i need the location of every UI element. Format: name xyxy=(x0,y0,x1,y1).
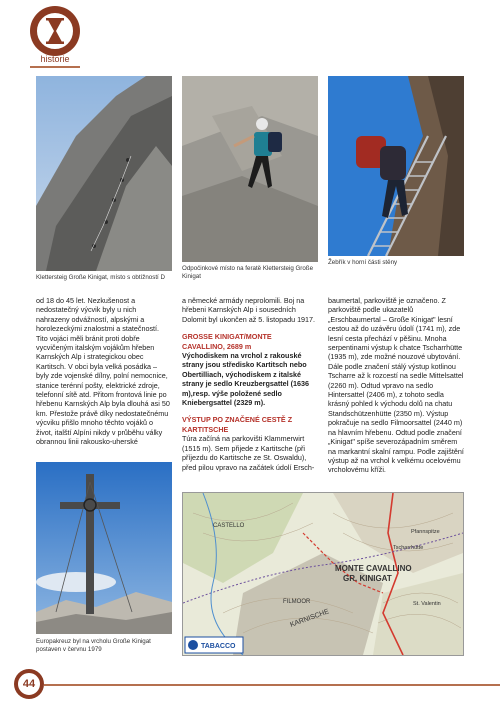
footer-rule xyxy=(44,684,500,686)
column-1 xyxy=(36,296,170,447)
map-label-valentin: St. Valentin xyxy=(413,601,441,607)
map-label-pfannspitze: Pfannspitze xyxy=(411,529,440,535)
map-label-tscharrhutte: Tscharrhütte xyxy=(393,545,424,551)
header-rule xyxy=(30,66,80,68)
caption-photo2: Odpočinkové místo na feratě Klettersteig Große Kinigat xyxy=(182,265,314,280)
map-label-karnische: KARNISCHE xyxy=(289,608,331,629)
column-3 xyxy=(328,296,464,475)
col3-paragraph: baumertal, parkoviště je označeno. Z parkoviště podle ukazatelů „Erschbaumertal – Große Kinigat" lesní cestou až do uzávěru údolí (1741 m), zde lesní cesta přechází v pěšinu. Mnoha serpentinami výstup k chatce Tscharrhütte (1935 m), zde možné nouzové ubytování. Dále podle značení stálý výstup kotlinou Tscharre až k rozcestí na sedle Mittelsattel (2260 m). Odtud vpravo na sedlo Hintersattel (2406 m), z tohoto sedla krásný pohled k východu dolů na chatu Standschützenhütte (2350 m). Výstup pokračuje na sedlo Filmoorsattel (2440 m) na hlavním hřebenu. Odtud podle značení „Kinigat" spíše severozápadním směrem na markantní skalní rampu. Podle zajištění výstup až na vrchol k velkému ocelovému vrcholovému kříži. xyxy=(328,296,464,475)
photo-klettersteig xyxy=(36,76,172,271)
map-label-filmoor: FILMOOR xyxy=(283,599,311,605)
map-label-castello: CASTELLO xyxy=(213,523,245,529)
hourglass-icon xyxy=(36,12,74,50)
col2-heading-summit: GROSSE KINIGAT/MONTE CAVALLINO, 2689 m xyxy=(182,332,272,351)
map-label-kinigat: GR. KINIGAT xyxy=(343,574,392,583)
col1-paragraph: od 18 do 45 let. Nezkušenost a nedostatečný výcvik byly u nich nahrazeny odvážností, alpskými a horolezeckými znalostmi a statečností. Tito vojáci měli bránit proti dobře vycvičeným italským vojákům hřeben Karnských Alp i strategickou obec Kartitsch. V obci byla velká posádka – byly zde vojenské dílny, polní nemocnice, stanice terénní pošty, elektrické zdroje, telefonní sítě atd. Přitom frontová linie po hřebenu Karnských Alp byla dlouhá asi 50 km. Přestože právě díky nedostatečnému výcviku přišlo mnoho těchto vojáků o život, italští Alpíni nikdy v průběhu války obrannou linii rakousko-uherské xyxy=(36,296,170,447)
col2-intro: a německé armády neprolomili. Boj na hřebeni Karnských Alp i sousedních Dolomit byl ukončen až 5. listopadu 1917. xyxy=(182,296,316,324)
route-map xyxy=(182,492,464,656)
col2-route-text: Túra začíná na parkovišti Klammerwirt (1515 m). Sem přijede z Kartitsche (při příjezdu do Kartitsche ze St. Oswaldu), před pilou vpravo na začátek údolí Ersch- xyxy=(182,434,315,472)
caption-photo4: Europakreuz byl na vrcholu Große Kinigat postaven v červnu 1979 xyxy=(36,638,151,653)
section-logo xyxy=(30,6,80,56)
page-number-badge xyxy=(14,669,44,699)
map-publisher-logo: TABACCO xyxy=(201,643,236,650)
caption-photo1: Klettersteig Große Kinigat, místo s obtížností D xyxy=(36,274,165,281)
map-label-cavallino: MONTE CAVALLINO xyxy=(335,564,412,573)
caption-photo3: Žebřík v horní části stěny xyxy=(328,259,398,266)
col2-starting-points: Východiskem na vrchol z rakouské strany jsou středisko Kartitsch nebo Obertilliach, východiskem z italské strany je sedlo Kreuzbergsattel (1636 m),resp. výše položené sedlo Kniebergsattel (2329 m). xyxy=(182,351,310,408)
photo-summit-cross xyxy=(36,462,172,634)
page-number: 44 xyxy=(17,672,41,696)
column-2 xyxy=(182,296,316,472)
photo-resting-climber xyxy=(182,76,318,262)
photo-ladder xyxy=(328,76,464,256)
col2-heading-route: VÝSTUP PO ZNAČENÉ CESTĚ Z KARTITSCHE xyxy=(182,415,293,434)
section-title: historie xyxy=(40,54,70,64)
